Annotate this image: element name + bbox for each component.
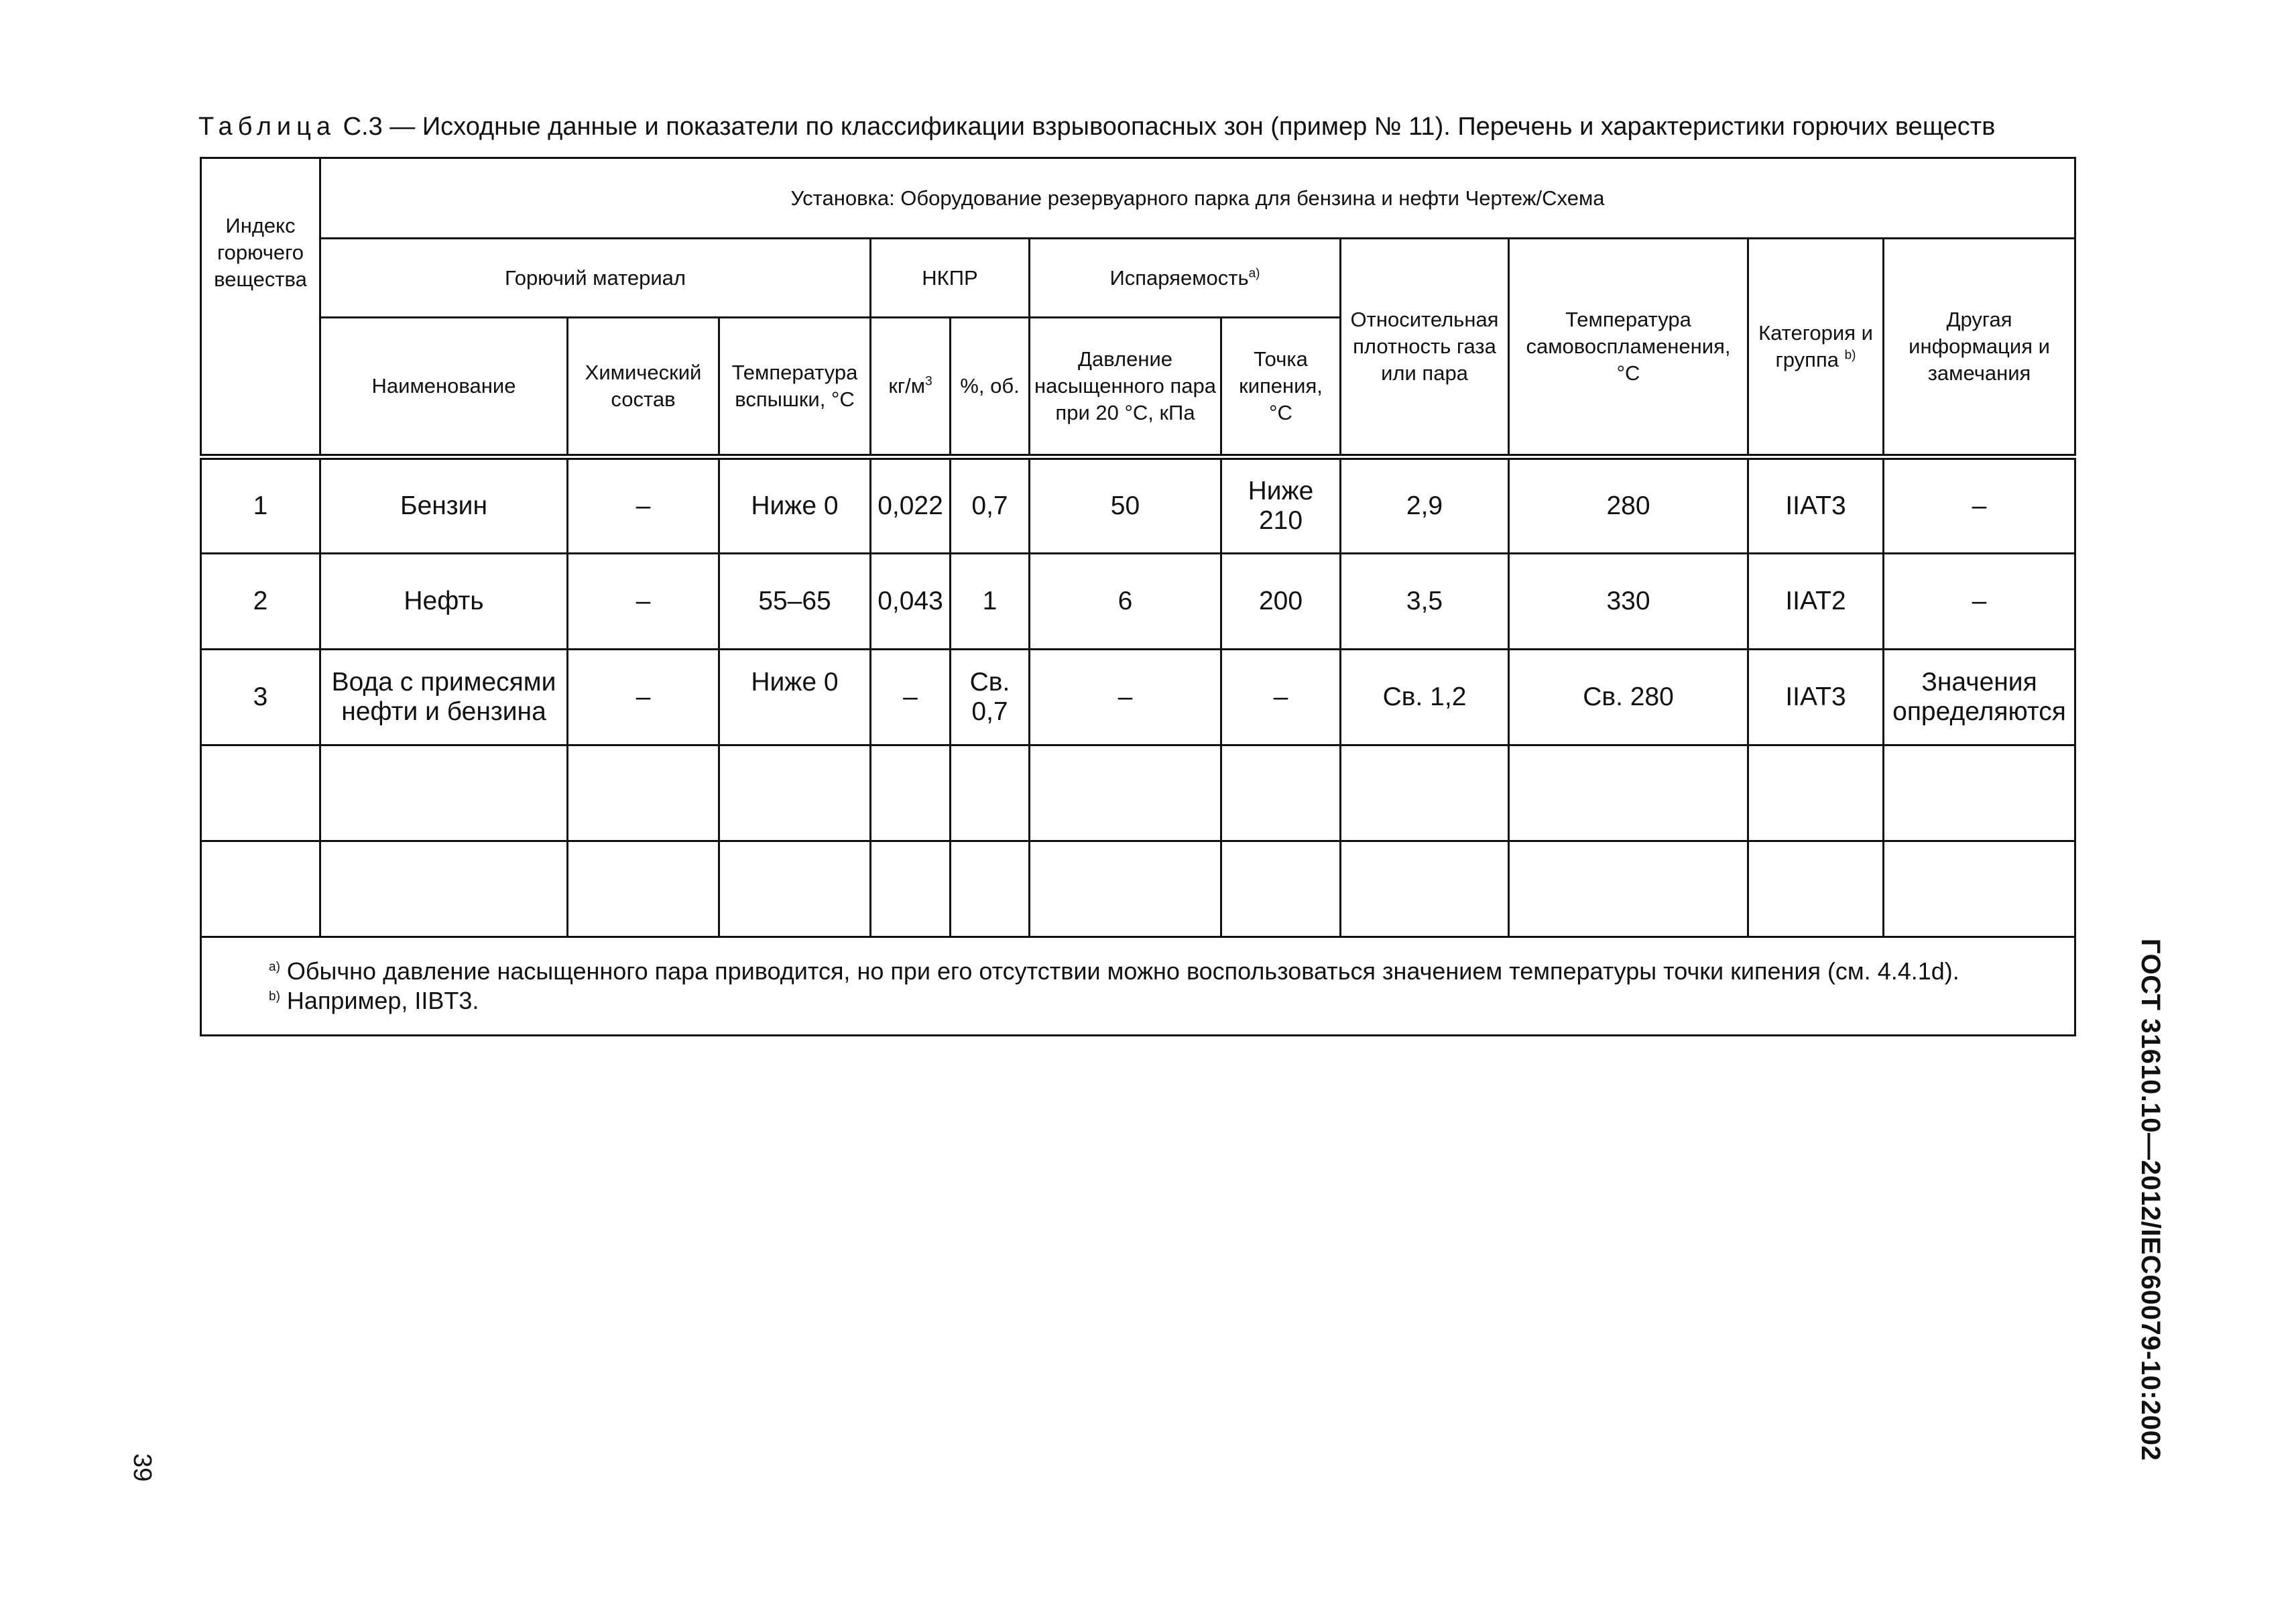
cell-name: Нефть [320, 554, 568, 650]
cell-category: IIAT3 [1748, 457, 1884, 554]
cell-category: IIAT2 [1748, 554, 1884, 650]
cell-chem: – [568, 650, 719, 745]
header-kg: $кг/м^3$ [871, 318, 951, 457]
cell-other: Значения определяются [1884, 650, 2075, 745]
header-other: Другая информация и замечания [1884, 239, 2075, 457]
cell-autoignition: Св. 280 [1509, 650, 1748, 745]
table-row-empty [201, 745, 2075, 841]
header-index: Индекс горючего вещества [201, 158, 320, 457]
cell-pct: Св. 0,7 [951, 650, 1030, 745]
cell-flash: Ниже 0 [719, 650, 871, 745]
table-row [201, 554, 2075, 650]
cell-other: – [1884, 457, 2075, 554]
table-footnotes [201, 937, 2075, 1036]
header-boil: Точка кипения, °С [1221, 318, 1341, 457]
cell-pressure: – [1030, 650, 1221, 745]
header-density: Относительная плотность газа или пара [1341, 239, 1509, 457]
header-chem: Химический состав [568, 318, 719, 457]
caption-number: С.3 [343, 113, 383, 141]
cell-pct: 0,7 [951, 457, 1030, 554]
table-row [201, 457, 2075, 554]
header-pct: %, об. [951, 318, 1030, 457]
hazard-zone-table [200, 157, 2076, 1036]
cell-flash: 55–65 [719, 554, 871, 650]
cell-boil: Ниже 210 [1221, 457, 1341, 554]
table-row [201, 650, 2075, 745]
cell-flash: Ниже 0 [719, 457, 871, 554]
cell-pct: 1 [951, 554, 1030, 650]
header-name: Наименование [320, 318, 568, 457]
footnote-mark-b: b) [1844, 348, 1856, 363]
header-installation: Установка: Оборудование резервуарного парка для бензина и нефти Чертеж/Схема [320, 158, 2075, 239]
cell-boil: – [1221, 650, 1341, 745]
cell-chem: – [568, 457, 719, 554]
table-row-empty [201, 841, 2075, 937]
header-flash: Температура вспышки, °С [719, 318, 871, 457]
cell-pressure: 6 [1030, 554, 1221, 650]
cell-index: 2 [201, 554, 320, 650]
caption-dash: — [389, 113, 416, 141]
cell-autoignition: 330 [1509, 554, 1748, 650]
header-material: Горючий материал [320, 239, 871, 318]
cell-density: 2,9 [1341, 457, 1509, 554]
cell-index: 1 [201, 457, 320, 554]
page-number: 39 [128, 1453, 156, 1482]
header-volatility: Испаряемость$^{a)}$ [1030, 239, 1341, 318]
cell-pressure: 50 [1030, 457, 1221, 554]
table-caption [198, 109, 2102, 144]
footnote-a: $^{a)}$ Обычно давление насыщенного пара приводится, но при его отсутствии можно воспользоваться значением температуры точки кипения (см. 4.4.1d). [269, 957, 1959, 985]
cell-index: 3 [201, 650, 320, 745]
cell-boil: 200 [1221, 554, 1341, 650]
cell-kg: 0,022 [871, 457, 951, 554]
cell-kg: – [871, 650, 951, 745]
header-nkpr: НКПР [871, 239, 1030, 318]
cell-other: – [1884, 554, 2075, 650]
cell-density: 3,5 [1341, 554, 1509, 650]
cell-density: Св. 1,2 [1341, 650, 1509, 745]
header-autoignition: Температура самовоспламенения, °С [1509, 239, 1748, 457]
cell-autoignition: 280 [1509, 457, 1748, 554]
header-category: Категория и группа $^{b)}$ [1748, 239, 1884, 457]
footnote-mark-a: a) [1248, 266, 1260, 281]
footnote-b: $^{b)}$ Например, IIBT3. [269, 987, 479, 1014]
header-pressure: Давление насыщенного пара при 20 °С, кПа [1030, 318, 1221, 457]
caption-label: Таблица [198, 113, 336, 141]
cell-chem: – [568, 554, 719, 650]
cell-kg: 0,043 [871, 554, 951, 650]
cell-category: IIAT3 [1748, 650, 1884, 745]
cell-name: Бензин [320, 457, 568, 554]
document-standard-title: ГОСТ 31610.10—2012/IEC60079-10:2002 [2136, 939, 2165, 1461]
caption-text: Исходные данные и показатели по классификации взрывоопасных зон (пример № 11). Перечень и характеристики горючих веществ [422, 113, 1996, 141]
cell-name: Вода с примесями нефти и бензина [320, 650, 568, 745]
